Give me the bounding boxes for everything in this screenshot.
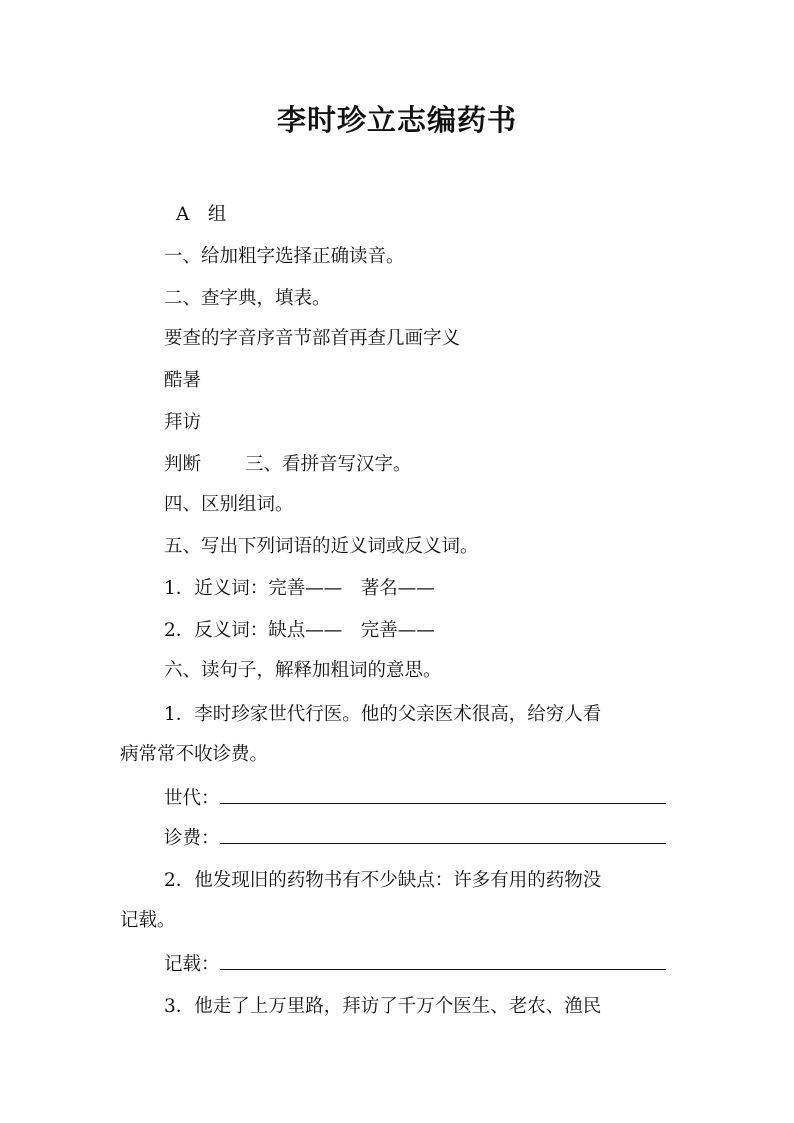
question-2: 二、查字典，填表。: [164, 288, 331, 309]
answer-label-3: 记载：: [164, 954, 220, 975]
answer-blank-2[interactable]: [220, 829, 666, 844]
question-5-antonyms: 2．反义词：缺点—— 完善——: [164, 620, 435, 641]
answer-label-2: 诊费：: [164, 828, 220, 849]
answer-blank-1[interactable]: [220, 789, 666, 804]
sentence-3-line-1: 3．他走了上万里路，拜访了千万个医生、老农、渔民: [164, 996, 602, 1017]
question-5-synonyms: 1．近义词：完善—— 著名——: [164, 578, 435, 599]
question-6: 六、读句子，解释加粗词的意思。: [164, 660, 442, 681]
answer-line-3: [164, 950, 666, 980]
question-1: 一、给加粗字选择正确读音。: [164, 246, 405, 267]
answer-label-1: 世代：: [164, 788, 220, 809]
question-5: 五、写出下列词语的近义词或反义词。: [164, 536, 479, 557]
answer-line-1: [164, 784, 666, 814]
table-header: 要查的字音序音节部首再查几画字义: [164, 328, 461, 349]
sentence-1-line-1: 1．李时珍家世代行医。他的父亲医术很高，给穷人看: [164, 704, 602, 725]
table-row-3-label: 判断: [164, 454, 202, 475]
document-title: 李时珍立志编药书: [276, 103, 517, 137]
table-row-2: 拜访: [164, 412, 202, 433]
answer-blank-3[interactable]: [220, 955, 666, 970]
group-label: A 组: [176, 204, 227, 225]
table-row-1: 酷暑: [164, 370, 202, 391]
sentence-1-line-2: 病常常不收诊费。: [120, 744, 269, 765]
question-4: 四、区别组词。: [164, 494, 294, 515]
sentence-2-line-1: 2．他发现旧的药物书有不少缺点：许多有用的药物没: [164, 870, 602, 891]
sentence-2-line-2: 记载。: [120, 910, 176, 931]
answer-line-2: [164, 824, 666, 854]
table-row-3: [164, 450, 412, 480]
question-3: 三、看拼音写汉字。: [245, 454, 412, 475]
